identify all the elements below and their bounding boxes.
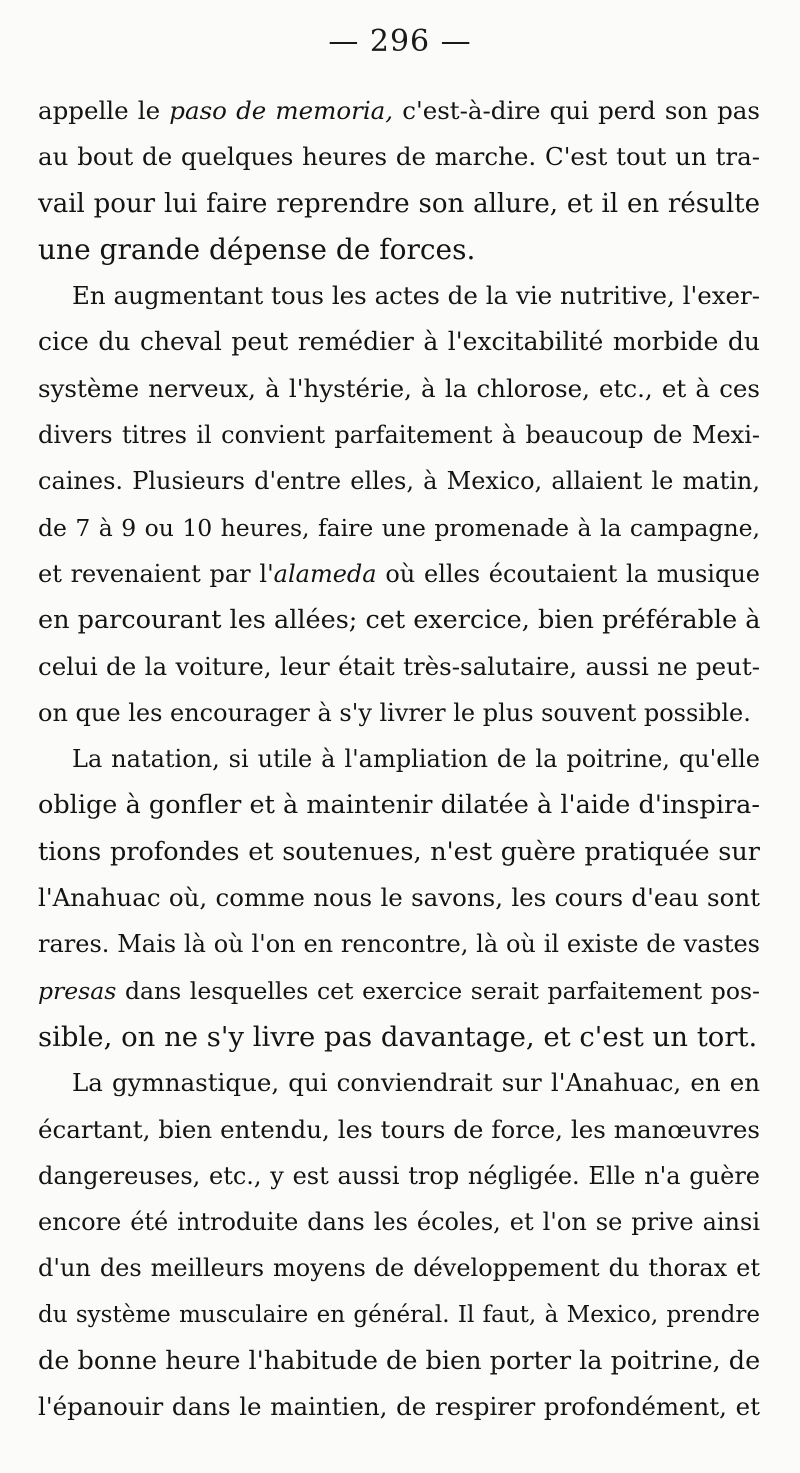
text-line: tions profondes et soutenues, n'est guère pratiquée sur <box>38 836 760 867</box>
text-segment: appelle le <box>38 96 170 125</box>
body-text <box>38 88 760 1431</box>
italic-term: alameda <box>273 559 377 588</box>
text-line: d'un des meilleurs moyens de développement du thorax et <box>38 1254 760 1283</box>
text-line: cice du cheval peut remédier à l'excitabilité morbide du <box>38 327 760 357</box>
text-line: en parcourant les allées; cet exercice, bien préférable à <box>38 605 761 636</box>
text-line: celui de la voiture, leur était très-salutaire, aussi ne peut- <box>38 651 760 681</box>
text-line <box>38 968 760 1014</box>
text-line: La gymnastique, qui conviendrait sur l'Anahuac, en en <box>72 1068 760 1098</box>
text-line: système nerveux, à l'hystérie, à la chlorose, etc., et à ces <box>38 373 760 403</box>
italic-term: presas <box>38 976 117 1005</box>
text-line: de bonne heure l'habitude de bien porter la poitrine, de <box>38 1346 761 1377</box>
text-line: l'épanouir dans le maintien, de respirer profondément, et <box>38 1392 760 1422</box>
text-line: de 7 à 9 ou 10 heures, faire une promenade à la campagne, <box>38 513 760 542</box>
text-segment: c'est-à-dire qui perd son pas <box>393 96 760 125</box>
text-segment: où elles écoutaient la musique <box>376 559 760 588</box>
text-line: rares. Mais là où l'on en rencontre, là où il existe de vastes <box>38 930 760 959</box>
text-segment: et revenaient par l' <box>38 559 274 588</box>
text-line: La natation, si utile à l'ampliation de la poitrine, qu'elle <box>72 745 760 774</box>
page-number: — 296 — <box>328 24 472 59</box>
text-line: écartant, bien entendu, les tours de force, les manœuvres <box>38 1114 760 1144</box>
text-line: du système musculaire en général. Il faut, à Mexico, prendre <box>38 1301 760 1328</box>
text-line: En augmentant tous les actes de la vie nutritive, l'exer- <box>72 281 760 311</box>
text-line: sible, on ne s'y livre pas davantage, et c'est un tort. <box>38 1020 758 1053</box>
italic-term: paso de memoria, <box>169 96 394 125</box>
text-segment: dans lesquelles cet exercice serait parfaitement pos- <box>116 976 760 1005</box>
text-line: caines. Plusieurs d'entre elles, à Mexico, allaient le matin, <box>38 467 760 496</box>
text-line <box>38 88 760 134</box>
text-line: divers titres il convient parfaitement à beaucoup de Mexi- <box>38 421 760 450</box>
text-line: oblige à gonfler et à maintenir dilatée à l'aide d'inspira- <box>38 790 760 821</box>
text-line: l'Anahuac où, comme nous le savons, les cours d'eau sont <box>38 883 760 913</box>
text-line: encore été introduite dans les écoles, et l'on se prive ainsi <box>38 1208 760 1237</box>
text-line: au bout de quelques heures de marche. C'est tout un tra- <box>38 142 760 172</box>
text-line: dangereuses, etc., y est aussi trop négligée. Elle n'a guère <box>38 1161 760 1190</box>
text-line: on que les encourager à s'y livrer le plus souvent possible. <box>38 698 751 727</box>
text-line: vail pour lui faire reprendre son allure, et il en résulte <box>38 188 760 219</box>
text-line: une grande dépense de forces. <box>38 232 476 266</box>
text-line <box>38 551 760 597</box>
